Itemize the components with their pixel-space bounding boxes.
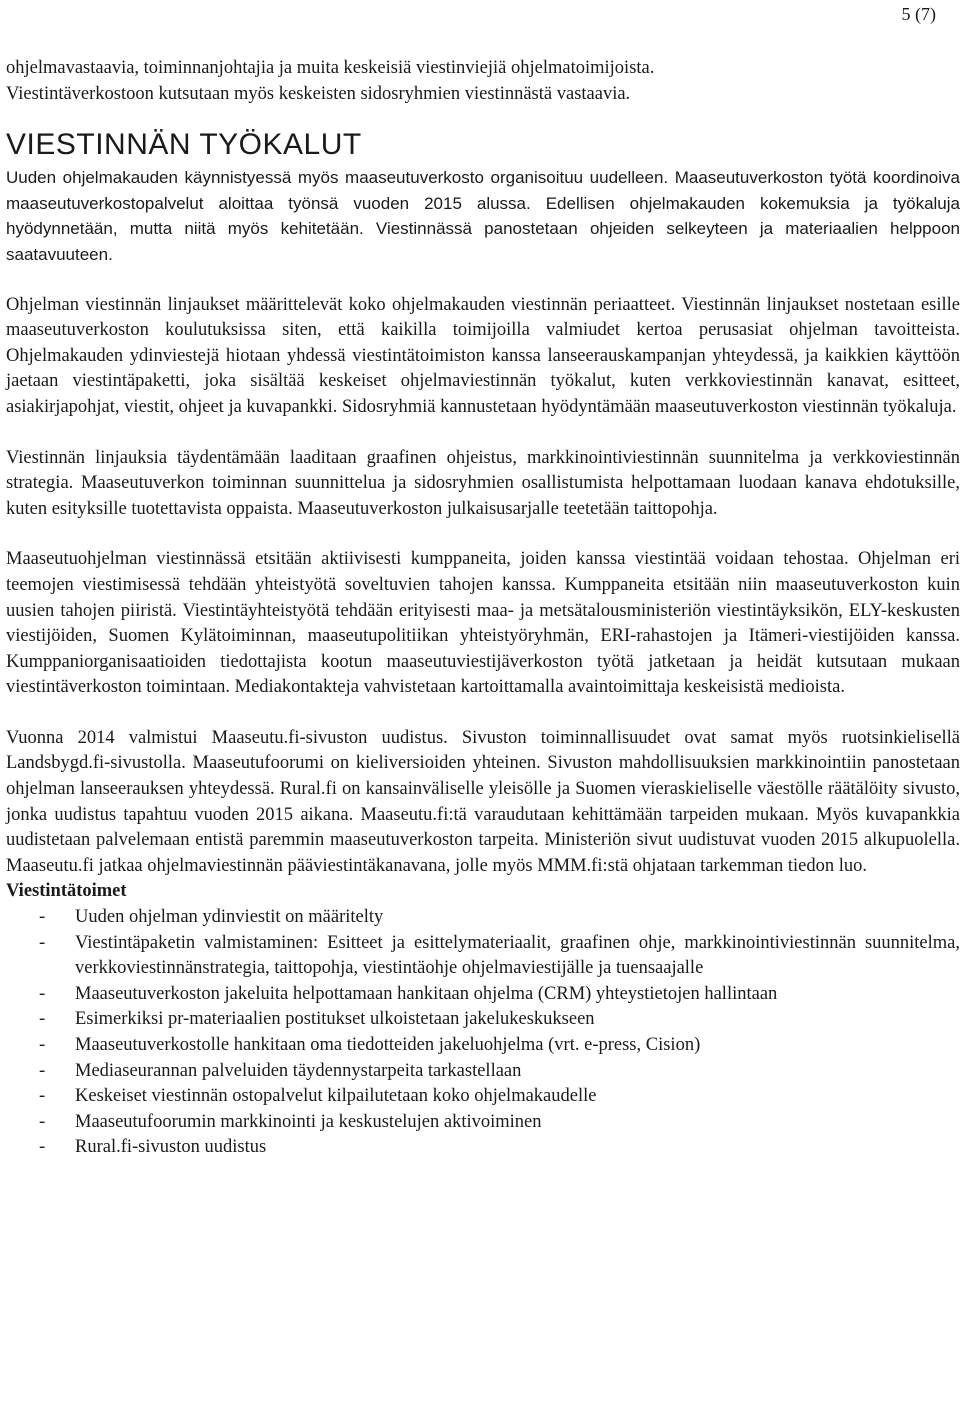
section-intro-paragraph: Uuden ohjelmakauden käynnistyessä myös maaseutuverkosto organisoituu uudelleen. Maaseutuverkoston työtä koordinoiva maaseutuverkostopalvelut aloittaa työnsä vuoden 2015 alussa. Edellisen ohjelmakauden kokemuksia ja työkaluja hyödynnetään, mutta niitä myös kehitetään. Viestinnässä panostetaan ohjeiden selkeyteen ja materiaalien helppoon saatavuuteen. (6, 168, 960, 264)
list-item: - Maaseutufoorumin markkinointi ja keskustelujen aktivoiminen (6, 1110, 960, 1136)
paragraph: Viestinnän linjauksia täydentämään laaditaan graafinen ohjeistus, markkinointiviestinnän suunnitelma ja verkkoviestinnän strategia. Maaseutuverkon toiminnan suunnittelua ja sidosryhmien osallistumista helpottamaan luodaan kanava ehdotuksille, kuten esityksille tuotettavista oppaista. Maaseutuverkoston julkaisusarjalle teetetään taittopohja. (6, 447, 960, 519)
list-item: - Mediaseurannan palveluiden täydennystarpeita tarkastellaan (6, 1059, 960, 1085)
list-item: - Maaseutuverkostolle hankitaan oma tiedotteiden jakeluohjelma (vrt. e-press, Cision) (6, 1033, 960, 1059)
list-item: - Uuden ohjelman ydinviestit on määritelty (6, 905, 960, 931)
section-heading: VIESTINNÄN TYÖKALUT (6, 128, 362, 162)
intro-line: ohjelmavastaavia, toiminnanjohtajia ja muita keskeisiä viestinviejiä ohjelmatoimijoista. (6, 58, 655, 78)
intro-line: Viestintäverkostoon kutsutaan myös keskeisten sidosryhmien viestinnästä vastaavia. (6, 83, 631, 104)
list-item: - Maaseutuverkoston jakeluita helpottamaan hankitaan ohjelma (CRM) yhteystietojen hallintaan (6, 982, 960, 1008)
list-item: - Esimerkiksi pr-materiaalien postitukset ulkoistetaan jakelukeskukseen (6, 1007, 960, 1033)
actions-list (6, 905, 960, 1161)
paragraph: Ohjelman viestinnän linjaukset määrittelevät koko ohjelmakauden viestinnän periaatteet. Viestinnän linjaukset nostetaan esille maaseutuverkoston koulutuksissa siten, että kaikilla toimijoilla valmiudet kertoa perusasiat ohjelman tavoitteista. Ohjelmakauden ydinviestejä hiotaan yhdessä viestintätoimiston kanssa lanseerauskampanjan yhteydessä, ja kaikkien käyttöön jaetaan viestintäpaketti, joka sisältää keskeiset ohjelmaviestinnän työkalut, kuten verkkoviestinnän kanavat, esitteet, asiakirjapohjat, viestit, ohjeet ja kuvapankki. Sidosryhmiä kannustetaan hyödyntämään maaseutuverkoston viestinnän työkaluja. (6, 294, 960, 417)
paragraph: Vuonna 2014 valmistui Maaseutu.fi-sivuston uudistus. Sivuston toiminnallisuudet ovat samat myös ruotsinkielisellä Landsbygd.fi-sivustolla. Maaseutufoorumi on kieliversioiden yhteinen. Sivuston mahdollisuuksien markkinointiin panostetaan ohjelman lanseerauksen yhteydessä. Rural.fi on kansainväliselle yleisölle ja Suomen vieraskieliselle väestölle räätälöity sivusto, jonka uudistus tapahtuu vuoden 2015 aikana. Maaseutu.fi:tä varaudutaan kehittämään tarpeiden mukaan. Myös kuvapankkia uudistetaan palvelemaan entistä paremmin maaseutuverkoston tarpeita. Ministeriön sivut uudistuvat vuoden 2015 alkupuolella. Maaseutu.fi jatkaa ohjelmaviestinnän pääviestintäkanavana, jolle myös MMM.fi:stä ohjataan tarkemman tiedon luo. (6, 727, 960, 876)
list-item: - Keskeiset viestinnän ostopalvelut kilpailutetaan koko ohjelmakaudelle (6, 1084, 960, 1110)
document-body (6, 56, 960, 1161)
paragraph: Maaseutuohjelman viestinnässä etsitään aktiivisesti kumppaneita, joiden kanssa viestintää voidaan tehostaa. Ohjelman eri teemojen viestimisessä tehdään yhteistyötä soveltuvien tahojen kanssa. Kumppaneita etsitään niin maaseutuverkoston kuin uusien tahojen piiristä. Viestintäyhteistyötä tehdään erityisesti maa- ja metsätalousministeriön viestintäyksikön, ELY-keskusten viestijöiden, Suomen Kylätoiminnan, maaseutupolitiikan yhteistyöryhmän, ERI-rahastojen ja Itämeri-viestijöiden kanssa. Kumppaniorganisaatioiden tiedottajista kootun maaseutuviestijäverkoston työtä jatketaan ja heidät kutsutaan mukaan viestintäverkoston toimintaan. Mediakontakteja vahvistetaan kartoittamalla avaintoimittaja keskeisistä medioista. (6, 549, 960, 698)
list-item: - Viestintäpaketin valmistaminen: Esitteet ja esittelymateriaalit, graafinen ohje, markkinointiviestinnän suunnitelma, verkkoviestinnänstrategia, taittopohja, viestintäohje ohjelmaviestijälle ja tuensaajalle (6, 931, 960, 982)
page-number: 5 (7) (901, 4, 936, 24)
actions-heading: Viestintätoimet (6, 881, 127, 902)
list-item: - Rural.fi-sivuston uudistus (6, 1135, 960, 1161)
